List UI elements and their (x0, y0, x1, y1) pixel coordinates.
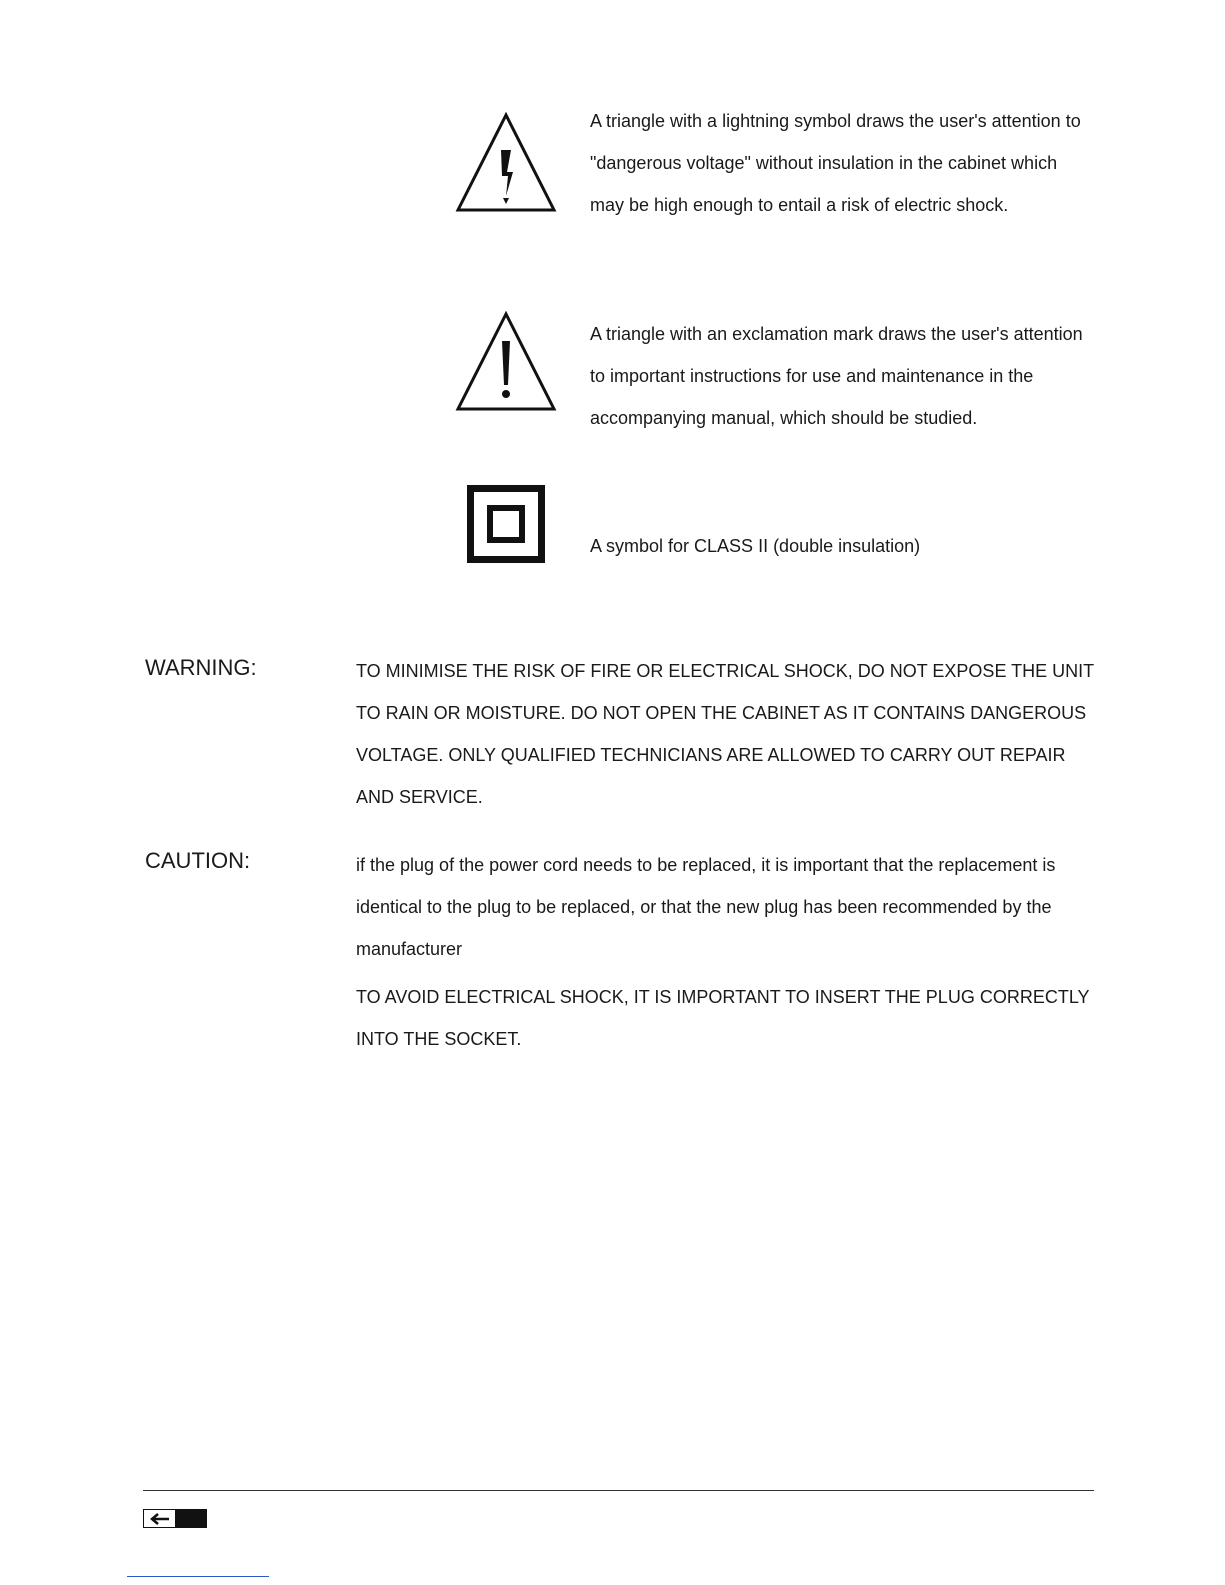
arrow-left-icon (144, 1510, 175, 1527)
caution-text (356, 844, 1096, 1060)
caution-paragraph-1: if the plug of the power cord needs to be replaced, it is important that the replacement is identical to the plug to be replaced, or that the new plug has been recommended by the manufacturer (356, 855, 1056, 959)
caution-paragraph-2: TO AVOID ELECTRICAL SHOCK, IT IS IMPORTANT TO INSERT THE PLUG CORRECTLY INTO THE SOCKET. (356, 987, 1090, 1049)
class-ii-description: A symbol for CLASS II (double insulation) (590, 536, 921, 556)
exclamation-triangle-icon (455, 311, 557, 413)
footer-divider (143, 1490, 1094, 1491)
exclamation-symbol-description: A triangle with an exclamation mark draws the user's attention to important instructions for use and maintenance in the accompanying manual, which should be studied. (590, 324, 1083, 428)
back-button-fill (175, 1510, 206, 1527)
lightning-triangle-icon (455, 112, 557, 214)
caution-label: CAUTION: (145, 848, 251, 873)
back-button[interactable] (143, 1509, 207, 1528)
double-square-icon (467, 485, 545, 563)
warning-text: TO MINIMISE THE RISK OF FIRE OR ELECTRICAL SHOCK, DO NOT EXPOSE THE UNIT TO RAIN OR MOISTURE. DO NOT OPEN THE CABINET AS IT CONTAINS DANGEROUS VOLTAGE. ONLY QUALIFIED TECHNICIANS ARE ALLOWED TO CARRY OUT REPAIR AND SERVICE. (356, 661, 1094, 807)
bottom-link-underline (127, 1576, 269, 1577)
warning-label: WARNING: (145, 655, 257, 680)
lightning-symbol-description: A triangle with a lightning symbol draws the user's attention to "dangerous voltage" without insulation in the cabinet which may be high enough to entail a risk of electric shock. (590, 111, 1081, 215)
